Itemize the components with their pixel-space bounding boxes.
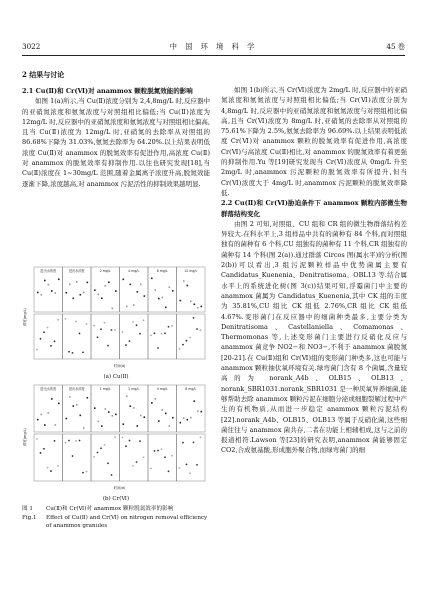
data-point xyxy=(50,470,52,472)
data-point xyxy=(179,467,181,469)
data-point xyxy=(130,405,132,407)
y-axis-label: 浓度(mg/L) xyxy=(23,428,27,446)
data-point xyxy=(57,465,59,467)
figure-1a xyxy=(22,265,210,380)
data-point xyxy=(125,445,127,447)
data-point xyxy=(82,472,84,474)
data-point xyxy=(155,289,157,291)
figure-1a-panels xyxy=(22,267,205,368)
data-point xyxy=(136,461,138,463)
caption-en xyxy=(22,514,210,531)
running-header xyxy=(22,42,405,54)
data-point xyxy=(37,292,39,294)
paragraph-microbial-community: 由图 2 可知,对照组、CU 组和 CR 组的微生物群落结构差异较大.在科水平上,3 组样品中共有的菌种有 84 个科,而对照组独有的菌种有 6 个科,CU 组独有的菌种有 11 个科,CR 组独有的菌种有 14 个科(图 2(a)).通过群落 Circos 图(属水平)的分析(图 2(b))可以看出,3 组污泥颗粒样品中优势菌属主要有 Candidatus_Kuenenia、Denitratisoma、OBL13 等.结合属水平上的系统进化树(图 3(c))结果可知,浮霉菌门中主要的 anammox 菌属为 Candidatus_Kuenenia,其中 CK 组的丰度为 35.81%,CU 组比 CK 组低 2.76%,CR 组比 CK 组低 4.67%.变形菌门在反应器中的细菌种类最多,主要分类为 Denitratisoma、Castellaniella、Comamonas、Thermomonas 等,上述变形菌门主要进行反硝化反应与 anammox 菌竞争 NO2−和 NO3−,不利于 anammox 菌脱氮[20-21].在 Cu(Ⅱ)组和 Cr(Ⅵ)组的变形菌门种类多,这也可能与 anammox 颗粒抽伏氧环境有关.绿弯菌门含有 8 个菌属,含量较高的为 norank_A4b、OLB15、OLB13、norank_SBR1031.norank_SBR1031 是一种厌氧异养细菌,能够帮助去除 anammox 颗粒污泥在细胞分泌或细胞裂解过程中产生的有机物质,从而进一步稳定 anammox 颗粒污泥结构[22].norank_A4b、OLB15、OLB13 等属于反硝化菌,这些细菌往往与 anammox 菌共存,二者在功能上相辅相成,这与之前的报道相符.Lawson 等[23]的研究表明,anammox 菌能够固定 CO2,合成氨基酸,形成胞外聚合物,而绿弯菌门的细 xyxy=(221,219,407,455)
data-point xyxy=(132,321,134,323)
data-point xyxy=(47,467,49,469)
data-point xyxy=(100,447,102,449)
data-point xyxy=(164,332,166,334)
data-point xyxy=(57,319,59,321)
data-point xyxy=(189,472,191,474)
data-point xyxy=(130,284,132,286)
data-point xyxy=(75,440,77,442)
section-title: 2 结果与讨论 xyxy=(22,70,65,79)
data-point xyxy=(101,425,103,427)
y-axis-label: 浓度(mg/L) xyxy=(23,308,27,326)
data-point xyxy=(83,427,85,429)
data-point xyxy=(129,340,131,342)
data-point xyxy=(98,421,100,423)
data-point xyxy=(114,329,116,331)
data-point xyxy=(172,290,174,292)
data-point xyxy=(162,409,164,411)
data-point xyxy=(186,340,188,342)
panel-header: 8 mg/L xyxy=(185,387,197,391)
panel-frame xyxy=(177,434,206,481)
data-point xyxy=(97,452,99,454)
data-point xyxy=(87,397,89,399)
panel-frame xyxy=(34,385,63,432)
panel-frame xyxy=(177,267,206,312)
data-point xyxy=(168,470,170,472)
data-point xyxy=(65,318,67,320)
page-number: 3022 xyxy=(22,42,41,51)
data-point xyxy=(140,415,142,417)
panel-frame xyxy=(34,434,63,481)
data-point xyxy=(107,462,109,464)
data-point xyxy=(105,408,107,410)
data-point xyxy=(36,438,38,440)
data-point xyxy=(82,351,84,353)
data-point xyxy=(37,419,39,421)
data-point xyxy=(55,292,57,294)
panel-header: 1 mg/L xyxy=(99,387,111,391)
data-point xyxy=(158,420,160,422)
data-point xyxy=(194,400,196,402)
data-point xyxy=(114,436,116,438)
panel-frame xyxy=(91,434,120,481)
panel-header: 进出水浓度 xyxy=(40,387,57,391)
data-point xyxy=(111,474,113,476)
data-point xyxy=(182,344,184,346)
data-point xyxy=(44,424,46,426)
subsection-title-2-2: 2.2 Cu(Ⅱ)和 Cr(Ⅵ)胁迫条件下 anammox 颗粒内部微生物群落结构变化 xyxy=(221,199,407,218)
data-point xyxy=(40,452,42,454)
data-point xyxy=(169,286,171,288)
data-point xyxy=(100,328,102,330)
data-point xyxy=(72,352,74,354)
data-point xyxy=(66,418,68,420)
data-point xyxy=(43,331,45,333)
data-point xyxy=(104,322,106,324)
data-point xyxy=(94,289,96,291)
panel-frame xyxy=(63,314,92,359)
panel-frame xyxy=(34,267,63,312)
panel-frame xyxy=(148,385,177,432)
data-point xyxy=(68,351,70,353)
caption-cn-text: Cu(Ⅱ)和 Cr(Ⅵ)对 anammox 颗粒脱氮效率的影响 xyxy=(46,506,174,512)
data-point xyxy=(111,329,113,331)
data-point xyxy=(164,456,166,458)
panel-header: 4 mg/L xyxy=(156,387,168,391)
data-point xyxy=(129,440,131,442)
x-axis-label: 时间(d) xyxy=(113,486,126,490)
data-point xyxy=(150,334,152,336)
data-point xyxy=(41,294,43,296)
data-point xyxy=(140,284,142,286)
right-column xyxy=(221,85,407,456)
caption-cn-tag: 图 1 xyxy=(22,506,33,512)
data-point xyxy=(165,413,167,415)
panel-frame xyxy=(63,267,92,312)
data-point xyxy=(122,331,124,333)
data-point xyxy=(107,345,109,347)
data-point xyxy=(65,442,67,444)
paragraph-cr-results: 如图 1(b)所示,当 Cr(Ⅵ)浓度为 2mg/L 时,反应器中的亚硝氮浓度和氨氮浓度与对照组相比偏低;当 Cr(Ⅵ)浓度分别为 4,8mg/L 时,反应器中的亚硝氮浓度和氨氮浓度与对照组相比偏高,且当 Cr(Ⅵ)浓度为 8mg/L 时,亚硝氮的去除率从对照组的 75.61%下降为 2.5%,氨氮去除率为 96.69%.以上结果表明低浓度 Cr(Ⅵ)对 anammox 颗粒的脱氮效率有促进作用,高浓度 Cr(Ⅵ)与高浓度 Cu(Ⅱ)相比,对 anammox 的脱氮效率有着更强的抑制作用.Yu 等[19]研究发现当 Cr(Ⅵ)浓度从 0mg/L 升至 2mg/L 时,anammox 污泥颗粒的脱氮效率有所提升,但当 Cr(Ⅵ)浓度大于 4mg/L 时,anammox 污泥颗粒的脱氮效率降低. xyxy=(221,86,407,197)
data-point xyxy=(193,441,195,443)
data-point xyxy=(126,306,128,308)
data-point xyxy=(41,414,43,416)
data-point xyxy=(201,411,203,413)
data-point xyxy=(171,325,173,327)
panel-header: 2 mg/L xyxy=(128,387,140,391)
data-point xyxy=(168,326,170,328)
data-point xyxy=(108,411,110,413)
panel-header: 2 mg/L xyxy=(99,269,111,273)
data-point xyxy=(66,292,68,294)
figure-1a-label: (a) Cu(Ⅱ) xyxy=(103,374,129,380)
data-point xyxy=(182,442,184,444)
panel-header: 进出水浓度 xyxy=(68,269,85,273)
data-point xyxy=(36,349,38,351)
panel-header: 8 mg/L xyxy=(156,269,168,273)
data-point xyxy=(86,323,88,325)
data-point xyxy=(179,348,181,350)
data-point xyxy=(47,327,49,329)
panel-header: 4 mg/L xyxy=(128,269,140,273)
data-point xyxy=(186,463,188,465)
data-point xyxy=(161,333,163,335)
data-point xyxy=(115,290,117,292)
data-point xyxy=(97,336,99,338)
data-point xyxy=(158,298,160,300)
data-point xyxy=(87,282,89,284)
data-point xyxy=(80,415,82,417)
data-point xyxy=(54,340,56,342)
panel-frame xyxy=(177,314,206,359)
data-point xyxy=(51,398,53,400)
panel-frame xyxy=(91,314,120,359)
left-column xyxy=(22,86,210,189)
volume-label: 45 卷 xyxy=(386,42,405,51)
data-point xyxy=(108,281,110,283)
x-axis-label: 时间(d) xyxy=(113,364,126,368)
data-point xyxy=(112,308,114,310)
data-point xyxy=(196,328,198,330)
data-point xyxy=(190,301,192,303)
data-point xyxy=(183,417,185,419)
data-point xyxy=(48,284,50,286)
data-point xyxy=(197,410,199,412)
data-point xyxy=(105,285,107,287)
data-point xyxy=(144,416,146,418)
data-point xyxy=(69,396,71,398)
figure-1a-plot xyxy=(22,265,210,369)
panel-frame xyxy=(177,385,206,432)
data-point xyxy=(200,436,202,438)
header-rule xyxy=(22,55,405,56)
data-point xyxy=(180,300,182,302)
data-point xyxy=(72,455,74,457)
data-point xyxy=(76,404,78,406)
data-point xyxy=(133,407,135,409)
data-point xyxy=(101,297,103,299)
data-point xyxy=(132,465,134,467)
data-point xyxy=(86,471,88,473)
caption-en-tag: Fig.1 xyxy=(22,514,37,521)
data-point xyxy=(93,325,95,327)
data-point xyxy=(115,414,117,416)
caption-en-text: Effect of Cu(Ⅱ) and Cr(Ⅵ) on nitrogen removal efficiency of anammox granules xyxy=(46,514,208,529)
data-point xyxy=(136,324,138,326)
data-point xyxy=(189,337,191,339)
data-point xyxy=(58,403,60,405)
panel-header: 12 mg/L xyxy=(184,269,198,273)
data-point xyxy=(93,456,95,458)
data-point xyxy=(157,450,159,452)
data-point xyxy=(180,422,182,424)
data-point xyxy=(201,306,203,308)
data-point xyxy=(165,307,167,309)
data-point xyxy=(126,395,128,397)
data-point xyxy=(162,297,164,299)
data-point xyxy=(183,280,185,282)
data-point xyxy=(73,298,75,300)
data-point xyxy=(51,290,53,292)
data-point xyxy=(194,303,196,305)
data-point xyxy=(193,317,195,319)
data-point xyxy=(154,332,156,334)
panel-frame xyxy=(148,267,177,312)
panel-frame xyxy=(148,434,177,481)
data-point xyxy=(125,344,127,346)
panel-header: 进出水浓度 xyxy=(68,387,85,391)
data-point xyxy=(123,423,125,425)
data-point xyxy=(69,284,71,286)
data-point xyxy=(123,279,125,281)
data-point xyxy=(151,402,153,404)
data-point xyxy=(68,440,70,442)
data-point xyxy=(44,280,46,282)
data-point xyxy=(79,333,81,335)
data-point xyxy=(150,467,152,469)
panel-frame xyxy=(63,385,92,432)
figure-caption xyxy=(22,505,210,531)
data-point xyxy=(48,412,50,414)
data-point xyxy=(169,425,171,427)
data-point xyxy=(83,292,85,294)
data-point xyxy=(133,304,135,306)
data-point xyxy=(196,464,198,466)
data-point xyxy=(55,424,57,426)
data-point xyxy=(139,333,141,335)
panel-frame xyxy=(148,314,177,359)
caption-cn xyxy=(22,505,210,514)
data-point xyxy=(73,405,75,407)
data-point xyxy=(143,456,145,458)
journal-title: 中 国 环 境 科 学 xyxy=(169,42,258,51)
data-point xyxy=(75,321,77,323)
data-point xyxy=(137,425,139,427)
figure-1b-label: (b) Cr(Ⅵ) xyxy=(102,496,130,502)
data-point xyxy=(144,295,146,297)
panel-frame xyxy=(34,314,63,359)
data-point xyxy=(40,338,42,340)
data-point xyxy=(161,448,163,450)
data-point xyxy=(54,440,56,442)
data-point xyxy=(58,279,60,281)
data-point xyxy=(112,415,114,417)
data-point xyxy=(79,440,81,442)
figure-1b-plot xyxy=(22,383,210,491)
data-point xyxy=(171,455,173,457)
panel-header: 进出水浓度 xyxy=(40,269,57,273)
data-point xyxy=(187,419,189,421)
data-point xyxy=(139,440,141,442)
data-point xyxy=(200,329,202,331)
data-point xyxy=(76,281,78,283)
data-point xyxy=(154,450,156,452)
data-point xyxy=(197,307,199,309)
data-point xyxy=(155,398,157,400)
data-point xyxy=(94,407,96,409)
figure-1b xyxy=(22,383,210,502)
data-point xyxy=(122,436,124,438)
subsection-title-2-1: 2.1 Cu(Ⅱ)和 Cr(Ⅵ)对 anammox 颗粒脱氮效能的影响 xyxy=(22,87,193,95)
data-point xyxy=(80,294,82,296)
data-point xyxy=(104,444,106,446)
data-point xyxy=(172,417,174,419)
data-point xyxy=(143,319,145,321)
data-point xyxy=(50,345,52,347)
data-point xyxy=(98,294,100,296)
data-point xyxy=(187,285,189,287)
paragraph-cu-results: 如图 1(a)所示,当 Cu(Ⅱ)浓度分别为 2,4,8mg/L 时,反应器中的亚硝氮浓度和氨氮浓度与对照组相比偏低;当 Cu(Ⅱ)浓度为 12mg/L 时,反应器中的亚硝氮浓度和氨氮浓度与对照组相比偏高,且当 Cu(Ⅱ)浓度为 12mg/L 时,亚硝氮的去除率从对照组的 86.68%下降为 31.03%,氨氮去除率为 64.20%.以上结果表明低浓度 Cu(Ⅱ)对 anammox 的脱氮效率有促进作用,高浓度 Cu(Ⅱ)对 anammox 的脱氮效率有抑制作用.以往也研究发现[18],当 Cu(Ⅱ)浓度在 1~30mg/L 范围,随着金属离子浓度升高,脱氮效能逐渐下降,浓度越高,对 anammox 污泥活性的抑制效果越明显. xyxy=(22,97,210,188)
data-point xyxy=(190,417,192,419)
data-point xyxy=(43,448,45,450)
data-point xyxy=(151,278,153,280)
data-point xyxy=(157,347,159,349)
data-point xyxy=(137,291,139,293)
figure-1b-panels xyxy=(22,385,205,490)
